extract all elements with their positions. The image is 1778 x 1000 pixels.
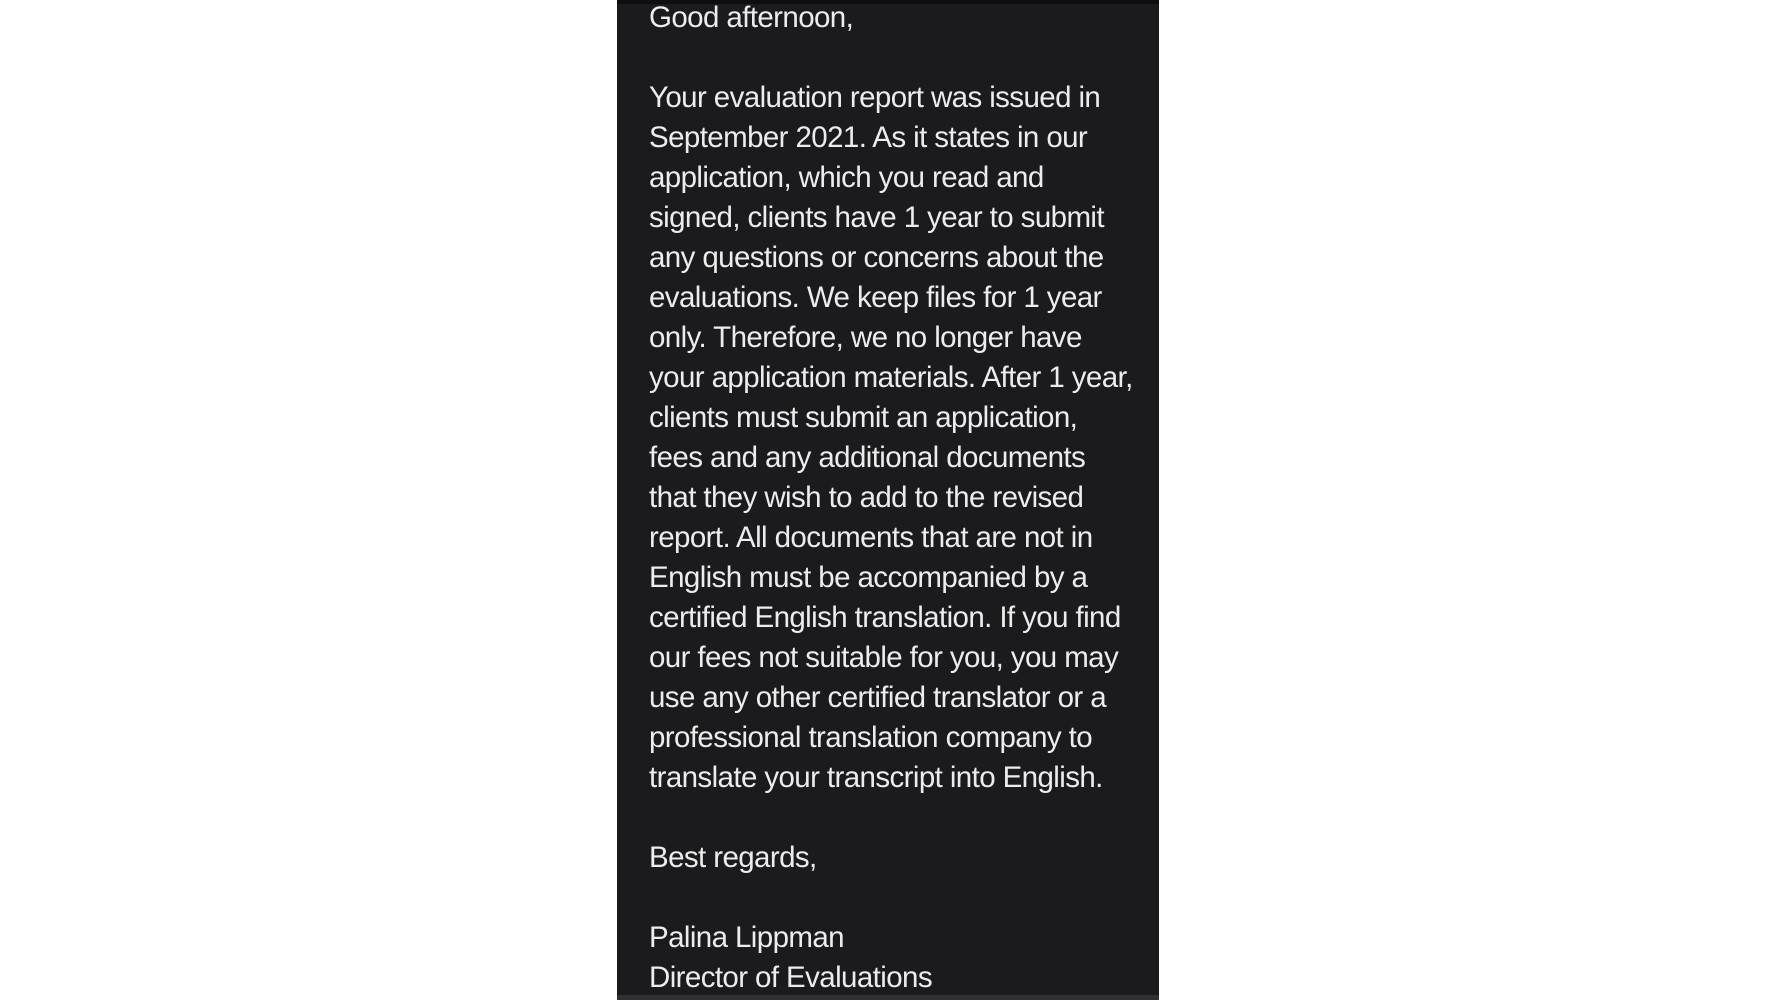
body-line: signed, clients have 1 year to submit (649, 201, 1104, 234)
email-body (649, 0, 1155, 998)
email-signature (649, 918, 1155, 998)
body-line: September 2021. As it states in our (649, 121, 1088, 154)
body-line: only. Therefore, we no longer have (649, 321, 1082, 354)
body-line: any questions or concerns about the (649, 241, 1104, 274)
body-line: use any other certified translator or a (649, 681, 1107, 714)
body-line: that they wish to add to the revised (649, 481, 1084, 514)
signature-title: Director of Evaluations (649, 961, 932, 994)
body-line: English must be accompanied by a (649, 561, 1088, 594)
body-line: our fees not suitable for you, you may (649, 641, 1119, 674)
email-message-panel[interactable] (617, 0, 1159, 1000)
body-line: professional translation company to (649, 721, 1093, 754)
body-line: certified English translation. If you find (649, 601, 1121, 634)
signature-name: Palina Lippman (649, 921, 844, 954)
body-line: your application materials. After 1 year, (649, 361, 1133, 394)
body-line: translate your transcript into English. (649, 761, 1103, 794)
body-line: Your evaluation report was issued in (649, 81, 1101, 114)
email-paragraph (649, 78, 1155, 798)
body-line: report. All documents that are not in (649, 521, 1093, 554)
body-line: clients must submit an application, (649, 401, 1078, 434)
email-greeting: Good afternoon, (649, 1, 854, 34)
body-line: fees and any additional documents (649, 441, 1086, 474)
body-line: application, which you read and (649, 161, 1044, 194)
email-signoff: Best regards, (649, 841, 817, 874)
body-line: evaluations. We keep files for 1 year (649, 281, 1102, 314)
bottom-edge-strip (617, 995, 1159, 1000)
